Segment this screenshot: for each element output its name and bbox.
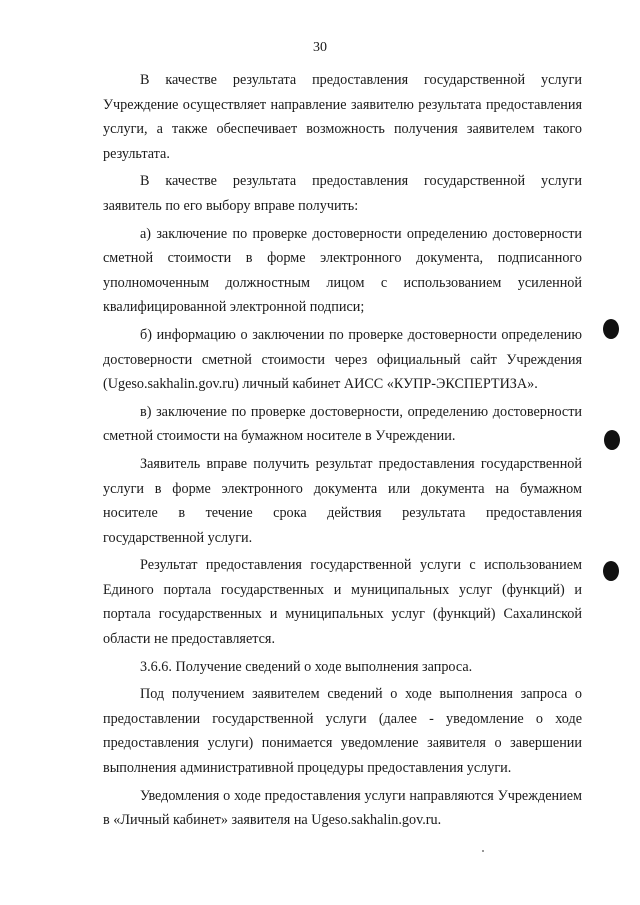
document-body [103,68,582,833]
section-heading-3-6-6: 3.6.6. Получение сведений о ходе выполнения запроса. [140,658,473,675]
binder-hole-mark [603,561,619,581]
paragraph-option-a: а) заключение по проверке достоверности определению достоверности сметной стоимости в форме электронного документа, подписанного уполномоченным должностным лицом с использованием усиленной квалифицированной электронной подписи; [103,225,582,316]
paragraph-result-options: В качестве результата предоставления государственной услуги заявитель по его выбору вправе получить: [103,173,582,214]
binder-hole-mark [603,319,619,339]
paragraph-notifications: Уведомления о ходе предоставления услуги направляются Учреждением в «Личный кабинет» заявителя на Ugeso.sakhalin.gov.ru. [103,787,582,829]
paragraph-result-delivery: В качестве результата предоставления государственной услуги Учреждение осуществляет направление заявителю результата предоставления услуги, а также обеспечивает возможность получения заявителем такого результата. [103,72,582,162]
scan-speck [482,850,484,852]
paragraph-option-b: б) информацию о заключении по проверке достоверности определению достоверности сметной стоимости через официальный сайт Учреждения (Ugeso.sakhalin.gov.ru) личный кабинет АИСС «КУПР-ЭКСПЕРТИЗА». [103,326,582,393]
paragraph-option-c: в) заключение по проверке достоверности, определению достоверности сметной стоимости на бумажном носителе в Учреждении. [103,403,582,445]
paragraph-validity: Заявитель вправе получить результат предоставления государственной услуги в форме электронного документа или документа на бумажном носителе в течение срока действия результата предоставления государственной услуги. [103,455,582,546]
page-number: 30 [313,40,327,55]
binder-hole-mark [604,430,620,450]
paragraph-status-info: Под получением заявителем сведений о ходе выполнения запроса о предоставлении государственной услуги (далее - уведомление о ходе предоставления услуги) понимается уведомление заявителя о завершении выполнения административной процедуры предоставления услуги. [103,686,582,777]
paragraph-portal: Результат предоставления государственной услуги с использованием Единого портала государственных и муниципальных услуг (функций) и портала государственных и муниципальных услуг (функций) Сахалинской области не предоставляется. [103,557,582,648]
